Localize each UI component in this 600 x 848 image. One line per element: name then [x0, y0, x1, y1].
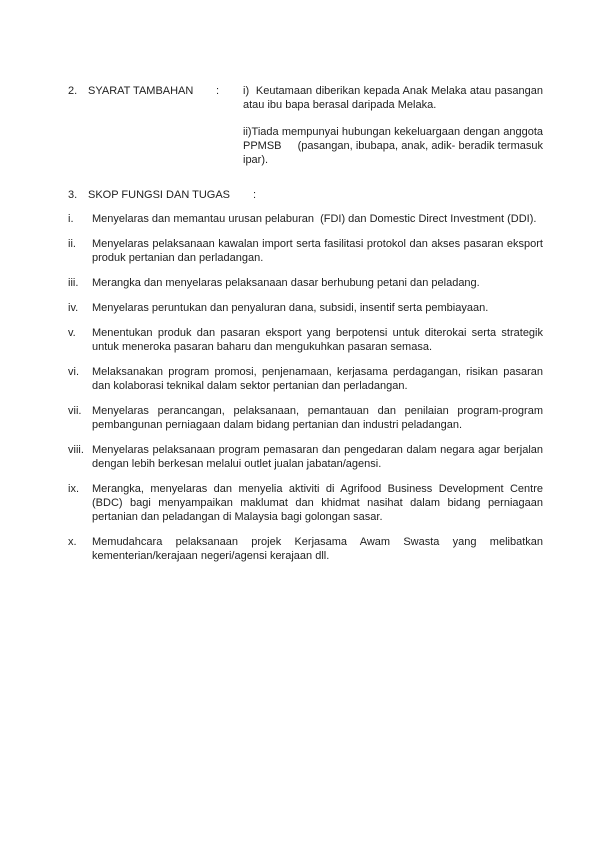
list-item-text: Menyelaras dan memantau urusan pelaburan (FDI) dan Domestic Direct Investment (DDI). [92, 213, 537, 225]
list-item-roman: ix. [68, 483, 79, 495]
list-item [68, 404, 543, 432]
section-2-number: 2. [68, 85, 78, 97]
clause-ii: ii)Tiada mempunyai hubungan kekeluargaan dengan anggota PPMSB (pasangan, ibubapa, anak, adik- beradik termasuk ipar). [243, 126, 543, 166]
section-2-row [68, 84, 543, 167]
list-item-roman: x. [68, 536, 77, 548]
section-3-colon: : [253, 189, 257, 201]
list-item [68, 326, 543, 354]
list-item [68, 301, 543, 315]
list-item-text: Memudahcara pelaksanaan projek Kerjasama Awam Swasta yang melibatkan kementerian/kerajaan negeri/agensi kerajaan dll. [92, 536, 543, 562]
list-item [68, 482, 543, 524]
clause-i: i) Keutamaan diberikan kepada Anak Melaka atau pasangan atau ibu bapa berasal daripada Melaka. [243, 85, 543, 111]
section-2-clauses [243, 84, 543, 167]
section-3-number: 3. [68, 189, 78, 201]
section-2-title: SYARAT TAMBAHAN [88, 85, 194, 97]
document-content [68, 84, 543, 574]
list-item-text: Merangka dan menyelaras pelaksanaan dasar berhubung petani dan peladang. [92, 277, 480, 289]
list-item-text: Menyelaras pelaksanaan kawalan import serta fasilitasi protokol dan akses pasaran eksport produk pertanian dan perladangan. [92, 238, 543, 264]
list-item [68, 443, 543, 471]
list-item-text: Melaksanakan program promosi, penjenamaan, kerjasama perdagangan, risikan pasaran dan kolaborasi teknikal dalam sektor pertanian dan perladangan. [92, 366, 543, 392]
list-item [68, 535, 543, 563]
list-item-text: Menentukan produk dan pasaran eksport yang berpotensi untuk diterokai serta strategik untuk meneroka pasaran baharu dan mengukuhkan pasaran semasa. [92, 327, 543, 353]
list-item-roman: ii. [68, 238, 76, 250]
list-item [68, 237, 543, 265]
list-item [68, 365, 543, 393]
list-item-roman: v. [68, 327, 76, 339]
list-item-text: Merangka, menyelaras dan menyelia aktiviti di Agrifood Business Development Centre (BDC) bagi menyampaikan maklumat dan khidmat nasihat dalam bidang perniagaan pertanian dan peladangan di Malaysia bagi golongan sasar. [92, 483, 543, 523]
list-item [68, 276, 543, 290]
section-3-row [68, 188, 543, 202]
section-2-colon: : [216, 85, 220, 97]
list-item-text: Menyelaras pelaksanaan program pemasaran dan pengedaran dalam negara agar berjalan dengan lebih berkesan melalui outlet jualan jabatan/agensi. [92, 444, 543, 470]
list-item-text: Menyelaras peruntukan dan penyaluran dana, subsidi, insentif serta pembiayaan. [92, 302, 489, 314]
list-item-roman: iii. [68, 277, 79, 289]
section-3-title: SKOP FUNGSI DAN TUGAS [88, 189, 231, 201]
list-item-roman: i. [68, 213, 74, 225]
list-item-text: Menyelaras perancangan, pelaksanaan, pemantauan dan penilaian program-program pembangunan perniagaan dalam bidang pertanian dan industri peladangan. [92, 405, 543, 431]
list-item [68, 212, 543, 226]
list-item-roman: iv. [68, 302, 79, 314]
list-item-roman: vi. [68, 366, 79, 378]
function-list [68, 212, 543, 563]
list-item-roman: viii. [68, 444, 84, 456]
list-item-roman: vii. [68, 405, 82, 417]
